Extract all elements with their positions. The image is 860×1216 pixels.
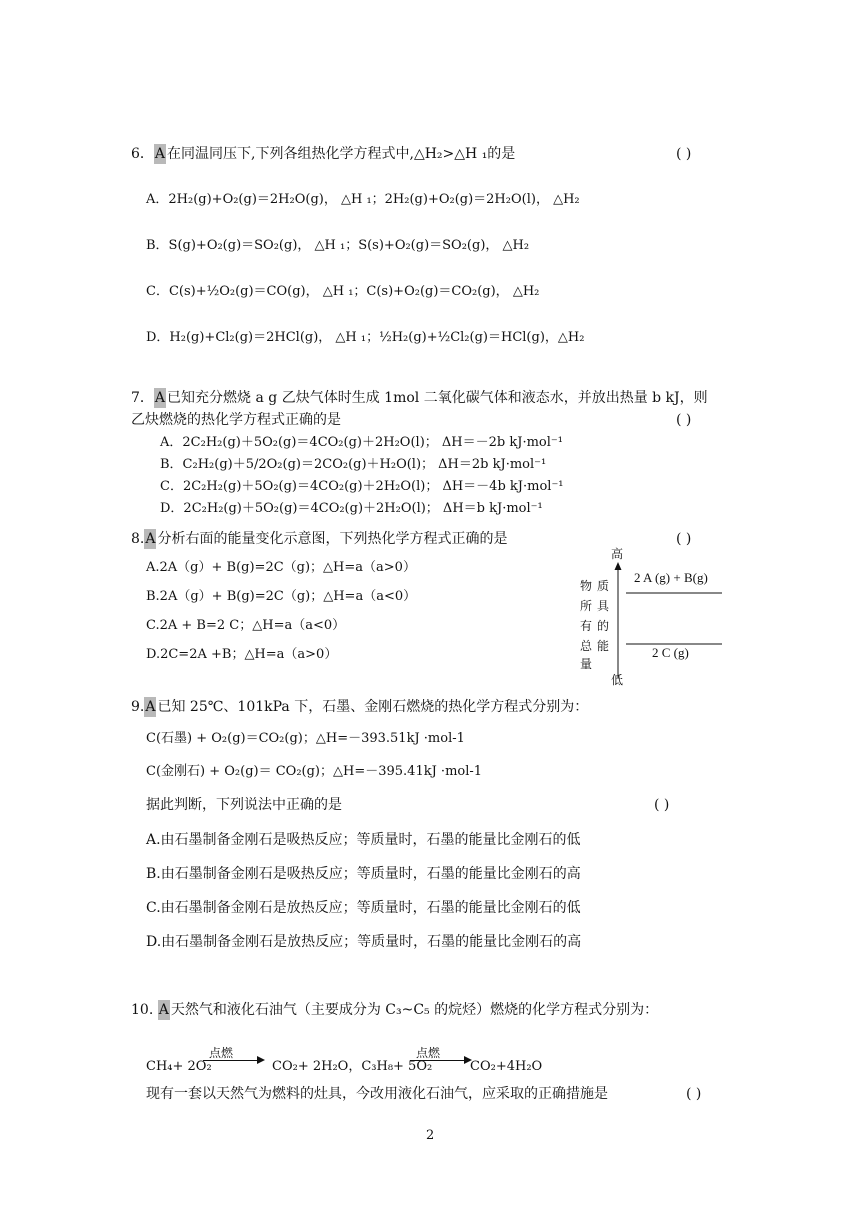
page-number: 2	[426, 1128, 435, 1143]
q9-question: 据此判断，下列说法中正确的是	[146, 797, 342, 813]
q10-arrow-2-condition: 点燃	[416, 1046, 441, 1060]
diagram-lower-label: 2 C (g)	[652, 645, 689, 660]
q10-arrow-1-condition: 点燃	[209, 1046, 234, 1060]
q8-text: 分析右面的能量变化示意图，下列热化学方程式正确的是	[157, 531, 508, 547]
q10-arrow-1-head	[257, 1056, 265, 1064]
q6-option-d: D．H₂(g)+Cl₂(g)＝2HCl(g)， △H ₁；½H₂(g)+½Cl₂(g)＝HCl(g)，△H₂	[146, 330, 585, 345]
q9-option-b: B.由石墨制备金刚石是吸热反应；等质量时，石墨的能量比金刚石的高	[146, 866, 581, 882]
q6-answer-paren: ( )	[676, 146, 692, 162]
diagram-ylabel-2: 所	[580, 599, 593, 613]
q10-arrow-2	[410, 1046, 472, 1070]
diagram-ylabel-6: 质	[597, 579, 610, 593]
q10-answer-paren: ( )	[686, 1086, 702, 1102]
q9-text: 已知 25℃、101kPa 下，石墨、金刚石燃烧的热化学方程式分别为：	[157, 699, 589, 715]
q6-text: 在同温同压下,下列各组热化学方程式中,△H₂>△H ₁的是	[167, 146, 516, 162]
diagram-ylabel-1: 物	[580, 579, 593, 593]
diagram-ylabel-3: 有	[580, 619, 593, 633]
q10-question: 现有一套以天然气为燃料的灶具，今改用液化石油气，应采取的正确措施是	[146, 1086, 608, 1102]
q9-tag: A	[145, 699, 156, 715]
q7-text-line1: 已知充分燃烧 a g 乙炔气体时生成 1mol 二氧化碳气体和液态水，并放出热量 b kJ，则	[167, 390, 708, 406]
q9-option-d: D.由石墨制备金刚石是放热反应；等质量时，石墨的能量比金刚石的高	[146, 934, 582, 950]
q8-number: 8.	[131, 531, 145, 547]
q6-option-b: B．S(g)+O₂(g)＝SO₂(g)， △H ₁；S(s)+O₂(g)＝SO₂(g)， △H₂	[146, 238, 530, 253]
q10-equation-middle: CO₂+ 2H₂O，C₃H₈+ 5O₂	[272, 1059, 433, 1074]
diagram-ylabel-4: 总	[580, 639, 593, 653]
q10-number: 10.	[131, 1002, 154, 1018]
q7-stem-line2: 乙炔燃烧的热化学方程式正确的是	[131, 412, 341, 428]
q10-arrow-1	[203, 1046, 265, 1070]
q7-tag: A	[154, 390, 166, 406]
q10-tag: A	[158, 1002, 169, 1018]
q9-equation-diamond: C(金刚石) + O₂(g)＝ CO₂(g)；△H=－395.41kJ ·mol-1	[146, 764, 483, 779]
q6-number: 6．	[131, 146, 154, 162]
q6-option-a: A．2H₂(g)+O₂(g)＝2H₂O(g)， △H ₁；2H₂(g)+O₂(g)＝2H₂O(l)， △H₂	[146, 192, 580, 207]
q7-option-c: C．2C₂H₂(g)＋5O₂(g)＝4CO₂(g)＋2H₂O(l)； ΔH＝－4b kJ·mol⁻¹	[160, 479, 564, 494]
q6-option-c: C．C(s)+½O₂(g)＝CO(g)， △H ₁；C(s)+O₂(g)＝CO₂(g)， △H₂	[146, 284, 540, 299]
q8-option-a: A.2A（g）+ B(g)=2C（g)；△H=a（a>0）	[146, 560, 416, 575]
q8-option-c: C.2A + B=2 C；△H=a（a<0）	[146, 618, 346, 633]
q7-answer-paren: ( )	[676, 412, 692, 428]
q7-option-d: D．2C₂H₂(g)＋5O₂(g)＝4CO₂(g)＋2H₂O(l)； ΔH＝b kJ·mol⁻¹	[160, 501, 543, 516]
q10-equation-left: CH₄+ 2O₂	[146, 1059, 212, 1074]
q9-option-a: A.由石墨制备金刚石是吸热反应；等质量时，石墨的能量比金刚石的低	[146, 832, 581, 848]
q10-arrow-1-line	[203, 1060, 257, 1061]
q6-stem	[131, 144, 515, 164]
q9-number: 9.	[131, 699, 145, 715]
q9-option-c: C.由石墨制备金刚石是放热反应；等质量时，石墨的能量比金刚石的低	[146, 900, 581, 916]
diagram-ylabel-5: 量	[580, 657, 593, 671]
q8-stem	[131, 529, 507, 549]
diagram-upper-label: 2 A (g) + B(g)	[634, 570, 708, 585]
q7-number: 7．	[131, 390, 154, 406]
diagram-axis-arrowhead	[615, 562, 622, 570]
diagram-low-label: 低	[611, 673, 624, 687]
q8-tag: A	[145, 531, 156, 547]
q10-stem	[131, 1000, 658, 1020]
diagram-ylabel-7: 具	[597, 599, 610, 613]
diagram-high-label: 高	[611, 547, 624, 561]
q9-answer-paren: ( )	[654, 797, 670, 813]
q9-stem	[131, 697, 588, 717]
q8-answer-paren: ( )	[676, 531, 692, 547]
q8-option-d: D.2C=2A +B；△H=a（a>0）	[146, 647, 338, 662]
q10-equation-right: CO₂+4H₂O	[470, 1059, 543, 1074]
q10-text: 天然气和液化石油气（主要成分为 C₃~C₅ 的烷烃）燃烧的化学方程式分别为：	[170, 1002, 659, 1018]
q9-equation-graphite: C(石墨) + O₂(g)＝CO₂(g)；△H=－393.51kJ ·mol-1	[146, 731, 465, 746]
q6-tag: A	[154, 146, 166, 162]
diagram-ylabel-9: 能	[597, 639, 610, 653]
q7-option-a: A．2C₂H₂(g)＋5O₂(g)＝4CO₂(g)＋2H₂O(l)； ΔH＝－2b kJ·mol⁻¹	[160, 435, 563, 450]
q7-option-b: B．C₂H₂(g)＋5/2O₂(g)＝2CO₂(g)＋H₂O(l)； ΔH＝2b kJ·mol⁻¹	[160, 457, 547, 472]
q8-option-b: B.2A（g）+ B(g)=2C（g)；△H=a（a<0）	[146, 589, 417, 604]
q10-arrow-2-line	[410, 1060, 464, 1061]
diagram-ylabel-8: 的	[597, 619, 610, 633]
energy-diagram	[560, 538, 750, 688]
q7-stem-line1	[131, 388, 708, 408]
